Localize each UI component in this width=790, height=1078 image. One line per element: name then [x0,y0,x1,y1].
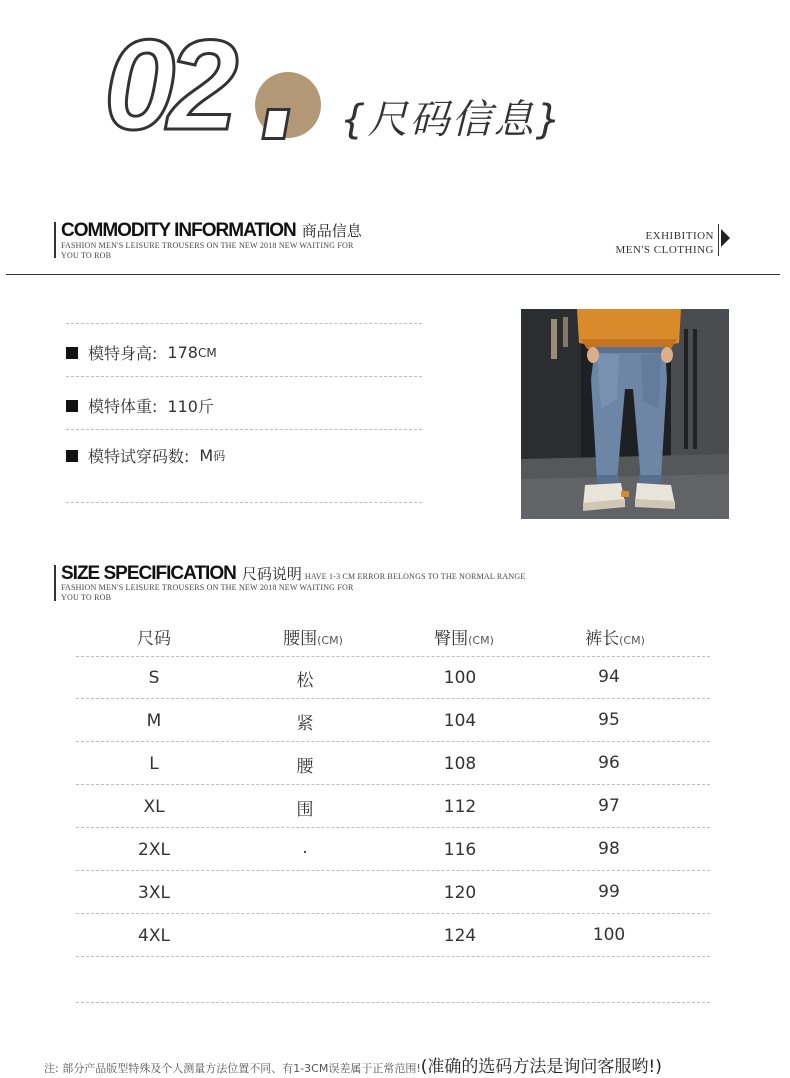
cell-waist: . [302,838,308,858]
cell-length: 94 [598,667,620,687]
divider [66,429,422,430]
size-spec-subtitle [61,583,354,603]
section-title: {尺码信息} [340,97,563,143]
cell-hip: 116 [443,840,477,860]
cell-length: 99 [598,882,620,902]
cell-hip: 120 [443,883,477,903]
column-header-label: 尺码 [137,629,171,649]
exhibition-label [600,229,714,257]
cell-hip: 104 [443,711,477,731]
cell-waist: 腰 [296,757,314,777]
model-photo [521,309,729,519]
model-size-label: 模特试穿码数: [88,447,190,466]
row-divider [76,827,710,828]
row-divider [76,698,710,699]
cell-hip: 108 [443,754,477,774]
model-weight-row [66,394,214,417]
commodity-title [61,220,362,242]
cell-length: 96 [598,753,620,773]
cell-size: 2XL [138,840,170,860]
model-size-value: M [199,446,214,465]
cell-length: 100 [592,925,626,945]
row-divider [76,656,710,657]
section-divider [6,274,780,275]
column-header-unit: (CM) [468,634,494,647]
size-spec-subtitle-line1: FASHION MEN'S LEISURE TROUSERS ON THE NEW 2018 NEW WAITING FOR [61,583,354,592]
title-bar [54,222,56,258]
size-spec-title-en: SIZE SPECIFICATION [61,563,236,584]
row-divider [76,870,710,871]
divider [66,323,422,324]
column-header-label: 臀围 [434,629,469,649]
bullet-square-icon [66,347,78,359]
cell-hip: 124 [443,926,477,946]
commodity-subtitle-line2: YOU TO ROB [61,251,112,260]
cell-waist: 紧 [296,714,314,734]
cell-length: 97 [598,796,620,816]
model-height-value: 178 [167,343,198,362]
size-spec-title-cn: 尺码说明 [241,565,302,583]
cell-size: L [149,754,159,774]
size-error-note: HAVE 1-3 CM ERROR BELONGS TO THE NORMAL RANGE [304,572,526,581]
bullet-square-icon [66,450,78,462]
model-height-unit: CM [197,345,217,360]
commodity-subtitle-line1: FASHION MEN'S LEISURE TROUSERS ON THE NEW 2018 NEW WAITING FOR [61,241,354,250]
model-weight-value: 110斤 [167,397,214,416]
divider [66,376,422,377]
cell-size: 4XL [138,926,170,946]
cell-size: M [146,711,162,731]
footer-note-strong: (准确的选码方法是询问客服哟!) [420,1057,662,1077]
cell-size: S [148,668,160,688]
cell-waist: 松 [296,671,314,691]
row-divider [76,784,710,785]
size-spec-title [61,563,525,585]
commodity-title-cn: 商品信息 [301,222,362,240]
row-divider [76,913,710,914]
cell-hip: 100 [443,668,477,688]
footer-note-text: 注: 部分产品版型特殊及个人测量方法位置不同、有1-3CM误差属于正常范围! [44,1062,421,1075]
row-divider [76,741,710,742]
divider [66,502,422,503]
commodity-subtitle [61,241,354,261]
cell-length: 98 [598,839,620,859]
cell-waist: 围 [296,800,314,820]
column-header-unit: (CM) [619,634,645,647]
row-divider [76,1002,710,1003]
model-height-label: 模特身高: [88,344,158,363]
size-spec-subtitle-line2: YOU TO ROB [61,593,112,602]
cell-size: 3XL [138,883,170,903]
footer-note [44,1052,662,1077]
model-height-row [66,341,217,364]
commodity-title-en: COMMODITY INFORMATION [61,220,296,241]
column-header-label: 腰围 [283,629,318,649]
column-header-size [84,624,224,649]
title-bar [54,565,56,601]
arrow-right-icon [721,229,730,247]
model-size-unit: 码 [213,449,226,463]
column-header-unit: (CM) [317,634,343,647]
model-size-row [66,444,225,467]
column-header-label: 裤长 [585,629,620,649]
cell-size: XL [143,797,165,817]
bullet-square-icon [66,400,78,412]
row-divider [76,956,710,957]
column-header-hip [394,624,534,649]
section-number: 02 [104,14,231,157]
column-header-waist [243,624,383,649]
exhibition-bar [718,224,719,256]
exhibition-line2: MEN'S CLOTHING [615,244,714,256]
column-header-length [545,624,685,649]
exhibition-line1: EXHIBITION [645,230,714,242]
cell-hip: 112 [443,797,477,817]
model-weight-label: 模特体重: [88,397,158,416]
cell-length: 95 [598,710,620,730]
